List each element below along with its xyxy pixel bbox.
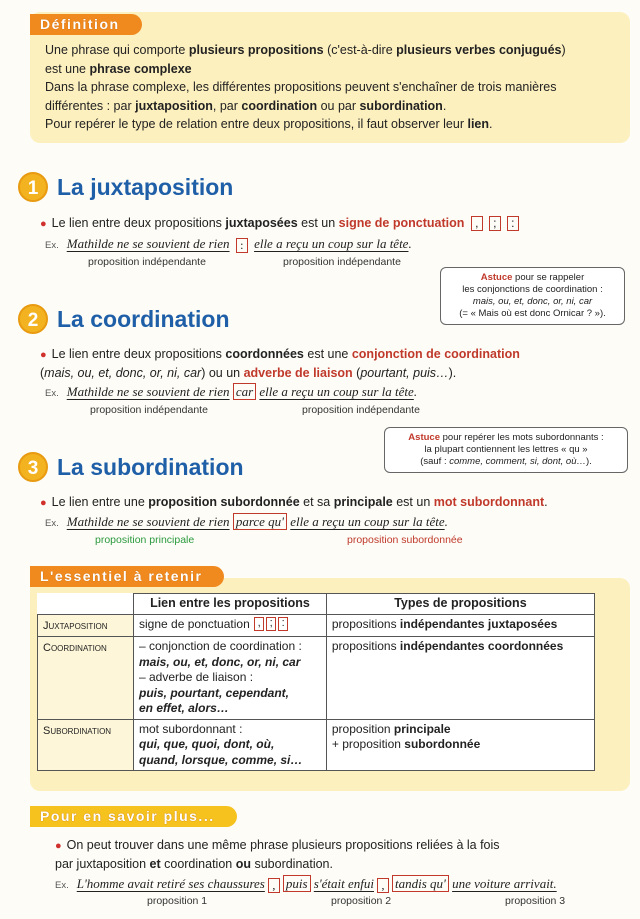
juxtaposition-example: Ex. Mathilde ne se souvient de rien : elle a reçu un coup sur la tête. bbox=[45, 236, 412, 252]
section-title-text: La juxtaposition bbox=[57, 173, 234, 200]
savoir-plus-tab: Pour en savoir plus... bbox=[30, 806, 237, 827]
essentiel-tab: L'essentiel à retenir bbox=[30, 566, 224, 587]
caption-subordonnee: proposition subordonnée bbox=[347, 534, 463, 546]
section-juxtaposition-title bbox=[18, 172, 233, 202]
coordination-example: Ex. Mathilde ne se souvient de rien car elle a reçu un coup sur la tête. bbox=[45, 384, 418, 399]
caption-prop-1: proposition 1 bbox=[147, 895, 208, 907]
sign-semicolon: ; bbox=[489, 216, 501, 231]
caption-prop-2: proposition 2 bbox=[331, 895, 392, 907]
caption-prop-3: proposition 3 bbox=[505, 895, 566, 907]
column-header-lien: Lien entre les propositions bbox=[134, 594, 327, 615]
astuce-coordination-box: Astuce pour se rappeler les conjonctions de coordination : mais, ou, et, donc, or, ni, car (= « Mais où est donc Ornicar ? »). bbox=[440, 267, 625, 325]
essentiel-table bbox=[37, 593, 595, 771]
caption-prop-2: proposition indépendante bbox=[302, 404, 420, 416]
table-row: Subordination mot subordonnant : qui, que, quoi, dont, où, quand, lorsque, comme, si… proposition principale + proposition subordonnée bbox=[38, 719, 595, 771]
caption-prop-1: proposition indépendante bbox=[90, 404, 208, 416]
sign-colon: : bbox=[507, 216, 519, 231]
bullet-icon: ● bbox=[40, 497, 47, 509]
caption-prop-2: proposition indépendante bbox=[283, 256, 401, 268]
section-number-badge: 1 bbox=[18, 172, 48, 202]
bullet-icon: ● bbox=[55, 840, 62, 852]
table-row: Coordination – conjonction de coordination : mais, ou, et, donc, or, ni, car – adverbe de liaison : puis, pourtant, cependant, en effet, alors… propositions indépendantes coordonnées bbox=[38, 637, 595, 720]
section-coordination-title bbox=[18, 304, 230, 334]
section-subordination-title bbox=[18, 452, 244, 482]
savoir-plus-rule-cont: par juxtaposition et coordination ou subordination. bbox=[55, 857, 333, 871]
astuce-subordination-box: Astuce pour repérer les mots subordonnants : la plupart contiennent les lettres « qu » (sauf : comme, comment, si, dont, où…). bbox=[384, 427, 628, 473]
subordination-example: Ex. Mathilde ne se souvient de rien parce qu' elle a reçu un coup sur la tête. bbox=[45, 514, 448, 529]
savoir-plus-rule: ● On peut trouver dans une même phrase plusieurs propositions reliées à la fois bbox=[55, 838, 500, 852]
juxtaposition-rule: ● Le lien entre deux propositions juxtaposées est un signe de ponctuation , ; : bbox=[40, 214, 522, 233]
section-title-text: La coordination bbox=[57, 305, 230, 332]
coordination-rule-cont: (mais, ou, et, donc, or, ni, car) ou un adverbe de liaison (pourtant, puis…). bbox=[40, 366, 457, 380]
coordination-rule: ● Le lien entre deux propositions coordonnées est une conjonction de coordination bbox=[40, 347, 520, 361]
section-title-text: La subordination bbox=[57, 453, 244, 480]
table-row: Juxtaposition signe de ponctuation , ; : propositions indépendantes juxtaposées bbox=[38, 614, 595, 637]
definition-tab-label: Définition bbox=[40, 16, 120, 32]
section-number-badge: 3 bbox=[18, 452, 48, 482]
section-number-badge: 2 bbox=[18, 304, 48, 334]
savoir-plus-example: Ex. L'homme avait retiré ses chaussures , puis s'était enfui , tandis qu' une voiture arrivait. bbox=[55, 876, 557, 892]
definition-text: Une phrase qui comporte plusieurs propositions (c'est-à-dire plusieurs verbes conjugués) est une phrase complexe Dans la phrase complexe, les différentes propositions peuvent s'enchaîner de trois manières différentes : par juxtaposition, par coordination ou par subordination. Pour repérer le type de relation entre deux propositions, il faut observer leur lien. bbox=[45, 43, 566, 131]
column-header-types: Types de propositions bbox=[326, 594, 594, 615]
bullet-icon: ● bbox=[40, 218, 47, 230]
bullet-icon: ● bbox=[40, 349, 47, 361]
caption-prop-1: proposition indépendante bbox=[88, 256, 206, 268]
row-head-juxtaposition: Juxtaposition bbox=[38, 614, 134, 637]
row-head-coordination: Coordination bbox=[38, 637, 134, 720]
definition-tab bbox=[30, 14, 142, 35]
subordination-rule: ● Le lien entre une proposition subordonnée et sa principale est un mot subordonnant. bbox=[40, 495, 548, 509]
sign-comma: , bbox=[471, 216, 483, 231]
row-head-subordination: Subordination bbox=[38, 719, 134, 771]
caption-principale: proposition principale bbox=[95, 534, 195, 546]
